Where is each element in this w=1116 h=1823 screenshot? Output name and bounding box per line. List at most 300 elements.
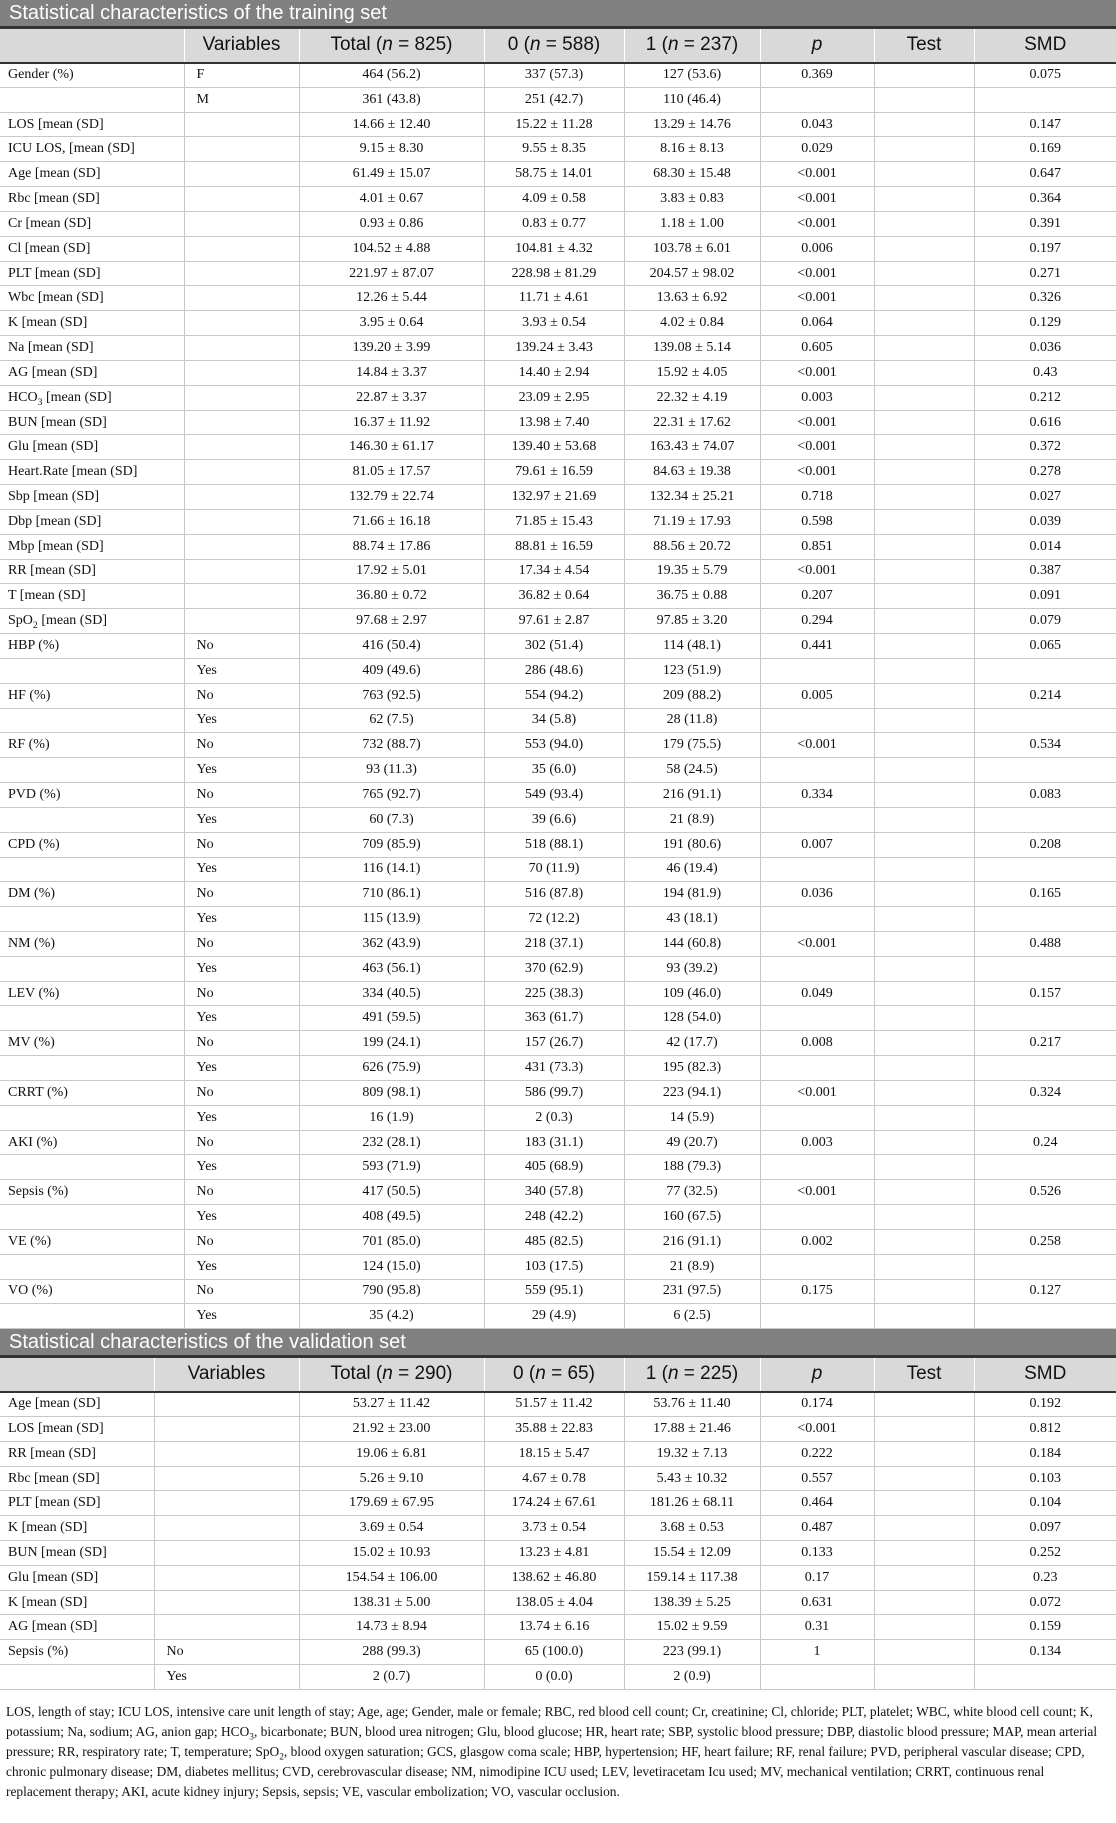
table-cell: 0.252 xyxy=(974,1541,1116,1566)
table-cell: 104.81 ± 4.32 xyxy=(484,236,624,261)
abbreviations-footnote: LOS, length of stay; ICU LOS, intensive care unit length of stay; Age, age; Gender, male or female; RBC, red blood cell count; Cr, creatinine; Cl, chloride; PLT, platelet; WBC, white blood cell count; K, potassium; Na, sodium; AG, anion gap; $HCO_3$, bicarbonate; BUN, blood urea nitrogen; Glu, blood glucose; HR, heart rate; SBP, systolic blood pressure; DBP, diastolic blood pressure; MAP, mean arterial pressure; RR, respiratory rate; T, temperature; SpO$_2$, blood oxygen saturation; GCS, glasgow coma scale; HBP, hypertension; HF, heart failure; RF, renal failure; PVD, peripheral vascular disease; CPD, chronic pulmonary disease; DM, diabetes mellitus; CVD, cerebrovascular disease; NM, nimodipine ICU used; LEV, levetiracetam Icu used; MV, mechanical ventilation; CRRT, continuous renal replacement therapy; AKI, acute kidney injury; Sepsis, sepsis; VE, vascular embolization; VO, vascular occlusion. xyxy=(6,1703,1098,1799)
table-cell: 0.192 xyxy=(974,1392,1116,1417)
table-cell: 154.54 ± 106.00 xyxy=(299,1565,484,1590)
table-row xyxy=(0,1105,1116,1130)
table-cell: PLT [mean (SD] xyxy=(0,261,184,286)
table-row xyxy=(0,1229,1116,1254)
table-row xyxy=(0,1031,1116,1056)
table-cell: 58 (24.5) xyxy=(624,758,760,783)
table-cell xyxy=(760,907,874,932)
table-header-row xyxy=(0,1357,1116,1392)
table-cell: Yes xyxy=(184,807,299,832)
table-cell: Yes xyxy=(184,1155,299,1180)
table-cell: 0.104 xyxy=(974,1491,1116,1516)
table-cell: 81.05 ± 17.57 xyxy=(299,460,484,485)
validation-set-title: Statistical characteristics of the validation set xyxy=(0,1329,1116,1355)
table-cell xyxy=(874,807,974,832)
table-cell: $HCO_3$ [mean (SD] xyxy=(0,385,184,410)
table-cell xyxy=(760,658,874,683)
table-cell: 2 (0.9) xyxy=(624,1665,760,1690)
table-cell: Glu [mean (SD] xyxy=(0,435,184,460)
table-cell: 409 (49.6) xyxy=(299,658,484,683)
table-cell xyxy=(874,410,974,435)
table-cell: 0.598 xyxy=(760,509,874,534)
table-cell xyxy=(874,1056,974,1081)
table-cell: ICU LOS, [mean (SD] xyxy=(0,137,184,162)
table-cell: <0.001 xyxy=(760,559,874,584)
column-header: 1 (n = 237) xyxy=(624,28,760,63)
table-cell xyxy=(874,584,974,609)
table-cell xyxy=(874,435,974,460)
table-cell: <0.001 xyxy=(760,410,874,435)
table-cell: K [mean (SD] xyxy=(0,1516,154,1541)
table-cell xyxy=(874,832,974,857)
table-cell: 97.68 ± 2.97 xyxy=(299,609,484,634)
table-cell: 58.75 ± 14.01 xyxy=(484,162,624,187)
table-cell: 22.31 ± 17.62 xyxy=(624,410,760,435)
table-cell xyxy=(760,1006,874,1031)
table-cell: 29 (4.9) xyxy=(484,1304,624,1329)
table-cell: 70 (11.9) xyxy=(484,857,624,882)
table-cell xyxy=(760,1665,874,1690)
table-row xyxy=(0,286,1116,311)
table-cell: 191 (80.6) xyxy=(624,832,760,857)
column-header: 1 (n = 225) xyxy=(624,1357,760,1392)
table-cell: 2 (0.7) xyxy=(299,1665,484,1690)
table-cell: Gender (%) xyxy=(0,63,184,88)
table-cell xyxy=(874,509,974,534)
table-cell xyxy=(874,311,974,336)
table-cell xyxy=(0,1304,184,1329)
table-cell: Glu [mean (SD] xyxy=(0,1565,154,1590)
table-cell: 0.23 xyxy=(974,1565,1116,1590)
table-cell: No xyxy=(184,981,299,1006)
table-cell: 60 (7.3) xyxy=(299,807,484,832)
table-cell xyxy=(0,1254,184,1279)
table-cell: 0.006 xyxy=(760,236,874,261)
table-cell xyxy=(0,1205,184,1230)
table-row xyxy=(0,609,1116,634)
table-cell: 13.63 ± 6.92 xyxy=(624,286,760,311)
table-cell: 216 (91.1) xyxy=(624,783,760,808)
table-cell: 35 (4.2) xyxy=(299,1304,484,1329)
table-cell: 19.32 ± 7.13 xyxy=(624,1441,760,1466)
table-cell xyxy=(874,733,974,758)
table-cell: 22.32 ± 4.19 xyxy=(624,385,760,410)
table-cell: 8.16 ± 8.13 xyxy=(624,137,760,162)
table-cell xyxy=(184,360,299,385)
table-cell: Age [mean (SD] xyxy=(0,162,184,187)
table-cell: Sepsis (%) xyxy=(0,1640,154,1665)
table-cell: 138.62 ± 46.80 xyxy=(484,1565,624,1590)
table-cell: 337 (57.3) xyxy=(484,63,624,88)
table-cell: 72 (12.2) xyxy=(484,907,624,932)
table-cell: 0.441 xyxy=(760,634,874,659)
table-cell xyxy=(184,534,299,559)
table-cell: 0.036 xyxy=(760,882,874,907)
table-cell xyxy=(974,708,1116,733)
table-row xyxy=(0,261,1116,286)
column-header: Variables xyxy=(184,28,299,63)
table-cell: 0.534 xyxy=(974,733,1116,758)
column-header: Test xyxy=(874,28,974,63)
table-cell: 16.37 ± 11.92 xyxy=(299,410,484,435)
table-cell: 0.003 xyxy=(760,385,874,410)
table-cell: 6 (2.5) xyxy=(624,1304,760,1329)
table-cell: <0.001 xyxy=(760,733,874,758)
table-cell: 17.88 ± 21.46 xyxy=(624,1417,760,1442)
table-cell xyxy=(0,758,184,783)
table-cell: 0.557 xyxy=(760,1466,874,1491)
table-cell: No xyxy=(184,683,299,708)
table-cell xyxy=(760,1304,874,1329)
table-cell: 626 (75.9) xyxy=(299,1056,484,1081)
table-cell: 0.097 xyxy=(974,1516,1116,1541)
table-cell: 0.169 xyxy=(974,137,1116,162)
table-cell: Yes xyxy=(184,857,299,882)
table-row xyxy=(0,1615,1116,1640)
table-cell: 549 (93.4) xyxy=(484,783,624,808)
table-cell: 0.184 xyxy=(974,1441,1116,1466)
table-row xyxy=(0,162,1116,187)
table-cell: 0.014 xyxy=(974,534,1116,559)
table-cell: 188 (79.3) xyxy=(624,1155,760,1180)
table-cell: PLT [mean (SD] xyxy=(0,1491,154,1516)
table-cell: 0.212 xyxy=(974,385,1116,410)
table-cell: 79.61 ± 16.59 xyxy=(484,460,624,485)
table-cell xyxy=(874,236,974,261)
table-cell xyxy=(874,634,974,659)
table-cell xyxy=(974,956,1116,981)
table-cell: 485 (82.5) xyxy=(484,1229,624,1254)
table-row xyxy=(0,360,1116,385)
column-header: SMD xyxy=(974,1357,1116,1392)
table-cell: 181.26 ± 68.11 xyxy=(624,1491,760,1516)
table-cell: 11.71 ± 4.61 xyxy=(484,286,624,311)
table-cell: No xyxy=(154,1640,299,1665)
table-cell: 35.88 ± 22.83 xyxy=(484,1417,624,1442)
table-cell xyxy=(0,956,184,981)
table-cell: 51.57 ± 11.42 xyxy=(484,1392,624,1417)
table-cell xyxy=(874,1105,974,1130)
table-cell xyxy=(974,1304,1116,1329)
table-row xyxy=(0,1056,1116,1081)
table-cell: 0.326 xyxy=(974,286,1116,311)
table-cell xyxy=(874,1491,974,1516)
table-row xyxy=(0,907,1116,932)
table-cell: VE (%) xyxy=(0,1229,184,1254)
table-cell: 36.75 ± 0.88 xyxy=(624,584,760,609)
table-cell xyxy=(184,286,299,311)
table-cell: No xyxy=(184,832,299,857)
table-cell: 14.66 ± 12.40 xyxy=(299,112,484,137)
table-cell xyxy=(874,882,974,907)
table-cell: Dbp [mean (SD] xyxy=(0,509,184,534)
table-cell: Cl [mean (SD] xyxy=(0,236,184,261)
table-row xyxy=(0,1130,1116,1155)
table-cell: 0.174 xyxy=(760,1392,874,1417)
table-cell: 216 (91.1) xyxy=(624,1229,760,1254)
table-cell: LOS [mean (SD] xyxy=(0,112,184,137)
table-row xyxy=(0,981,1116,1006)
table-cell: 491 (59.5) xyxy=(299,1006,484,1031)
table-cell xyxy=(184,261,299,286)
table-cell: 139.40 ± 53.68 xyxy=(484,435,624,460)
column-header: p xyxy=(760,28,874,63)
table-cell xyxy=(0,658,184,683)
table-row xyxy=(0,758,1116,783)
table-cell: 12.26 ± 5.44 xyxy=(299,286,484,311)
table-cell xyxy=(874,708,974,733)
table-cell: 163.43 ± 74.07 xyxy=(624,435,760,460)
table-cell xyxy=(874,112,974,137)
table-cell: 53.76 ± 11.40 xyxy=(624,1392,760,1417)
table-cell xyxy=(184,162,299,187)
table-cell: 204.57 ± 98.02 xyxy=(624,261,760,286)
table-cell xyxy=(184,559,299,584)
table-cell: 132.34 ± 25.21 xyxy=(624,485,760,510)
table-cell xyxy=(0,907,184,932)
table-cell: 0.372 xyxy=(974,435,1116,460)
table-cell xyxy=(154,1491,299,1516)
table-cell: 4.02 ± 0.84 xyxy=(624,311,760,336)
table-cell: No xyxy=(184,1080,299,1105)
training-set-title: Statistical characteristics of the training set xyxy=(0,0,1116,26)
table-row xyxy=(0,857,1116,882)
table-cell: BUN [mean (SD] xyxy=(0,410,184,435)
table-cell: 218 (37.1) xyxy=(484,931,624,956)
table-cell: 9.55 ± 8.35 xyxy=(484,137,624,162)
table-cell: 15.92 ± 4.05 xyxy=(624,360,760,385)
table-cell: 124 (15.0) xyxy=(299,1254,484,1279)
table-cell: 0.208 xyxy=(974,832,1116,857)
table-cell xyxy=(154,1417,299,1442)
table-cell xyxy=(974,1254,1116,1279)
table-cell: 0.157 xyxy=(974,981,1116,1006)
table-cell: AG [mean (SD] xyxy=(0,1615,154,1640)
table-cell: 0.364 xyxy=(974,187,1116,212)
table-cell: 0.391 xyxy=(974,211,1116,236)
table-cell xyxy=(874,1640,974,1665)
table-cell: No xyxy=(184,733,299,758)
table-cell: HBP (%) xyxy=(0,634,184,659)
table-cell: 139.08 ± 5.14 xyxy=(624,336,760,361)
table-cell: 13.29 ± 14.76 xyxy=(624,112,760,137)
table-row xyxy=(0,1180,1116,1205)
table-row xyxy=(0,385,1116,410)
table-cell: 0.075 xyxy=(974,63,1116,88)
column-header xyxy=(0,1357,154,1392)
table-cell xyxy=(760,708,874,733)
table-row xyxy=(0,1441,1116,1466)
table-cell: 370 (62.9) xyxy=(484,956,624,981)
table-cell: Cr [mean (SD] xyxy=(0,211,184,236)
table-row xyxy=(0,137,1116,162)
table-cell xyxy=(0,1105,184,1130)
table-cell: Yes xyxy=(184,1304,299,1329)
table-cell: 21.92 ± 23.00 xyxy=(299,1417,484,1442)
table-cell: 286 (48.6) xyxy=(484,658,624,683)
table-cell xyxy=(974,87,1116,112)
table-cell: 223 (99.1) xyxy=(624,1640,760,1665)
table-cell: 0.214 xyxy=(974,683,1116,708)
column-header: SMD xyxy=(974,28,1116,63)
table-row xyxy=(0,1491,1116,1516)
table-cell: 14 (5.9) xyxy=(624,1105,760,1130)
table-row xyxy=(0,460,1116,485)
table-cell: 4.09 ± 0.58 xyxy=(484,187,624,212)
table-cell: M xyxy=(184,87,299,112)
table-cell: 68.30 ± 15.48 xyxy=(624,162,760,187)
table-cell: 71.19 ± 17.93 xyxy=(624,509,760,534)
table-cell xyxy=(874,1205,974,1230)
table-cell: Yes xyxy=(184,907,299,932)
table-cell: 0.294 xyxy=(760,609,874,634)
table-cell: SpO$_2$ [mean (SD] xyxy=(0,609,184,634)
table-cell xyxy=(184,410,299,435)
table-cell: 22.87 ± 3.37 xyxy=(299,385,484,410)
table-cell: 2 (0.3) xyxy=(484,1105,624,1130)
table-cell: 0.134 xyxy=(974,1640,1116,1665)
table-cell: 138.05 ± 4.04 xyxy=(484,1590,624,1615)
table-cell: <0.001 xyxy=(760,261,874,286)
table-cell: 0.027 xyxy=(974,485,1116,510)
table-cell: Wbc [mean (SD] xyxy=(0,286,184,311)
table-cell: 4.67 ± 0.78 xyxy=(484,1466,624,1491)
table-cell: 228.98 ± 81.29 xyxy=(484,261,624,286)
column-header: 0 (n = 588) xyxy=(484,28,624,63)
table-cell: 559 (95.1) xyxy=(484,1279,624,1304)
table-cell: 3.93 ± 0.54 xyxy=(484,311,624,336)
table-cell xyxy=(874,1180,974,1205)
table-cell: 0.217 xyxy=(974,1031,1116,1056)
table-cell: 139.20 ± 3.99 xyxy=(299,336,484,361)
column-header: 0 (n = 65) xyxy=(484,1357,624,1392)
table-row xyxy=(0,733,1116,758)
table-cell: AKI (%) xyxy=(0,1130,184,1155)
table-cell: 14.73 ± 8.94 xyxy=(299,1615,484,1640)
table-cell: Yes xyxy=(184,1205,299,1230)
table-cell: Sbp [mean (SD] xyxy=(0,485,184,510)
table-row xyxy=(0,1417,1116,1442)
table-cell xyxy=(184,112,299,137)
table-row xyxy=(0,1590,1116,1615)
table-cell: Heart.Rate [mean (SD] xyxy=(0,460,184,485)
table-cell xyxy=(760,1155,874,1180)
table-cell: 103 (17.5) xyxy=(484,1254,624,1279)
table-cell: <0.001 xyxy=(760,360,874,385)
table-cell: 0.616 xyxy=(974,410,1116,435)
table-cell xyxy=(154,1392,299,1417)
table-cell: No xyxy=(184,1279,299,1304)
table-cell: 288 (99.3) xyxy=(299,1640,484,1665)
table-cell: 14.84 ± 3.37 xyxy=(299,360,484,385)
table-cell: 710 (86.1) xyxy=(299,882,484,907)
table-cell xyxy=(874,485,974,510)
table-cell xyxy=(0,857,184,882)
table-row xyxy=(0,410,1116,435)
table-cell: 3.95 ± 0.64 xyxy=(299,311,484,336)
table-cell: 15.54 ± 12.09 xyxy=(624,1541,760,1566)
validation-set-table xyxy=(0,1355,1116,1690)
table-row xyxy=(0,112,1116,137)
table-cell: 0 (0.0) xyxy=(484,1665,624,1690)
table-cell: 0.008 xyxy=(760,1031,874,1056)
table-cell: 0.271 xyxy=(974,261,1116,286)
table-cell: <0.001 xyxy=(760,1180,874,1205)
table-row xyxy=(0,311,1116,336)
table-cell xyxy=(760,1105,874,1130)
table-cell: 0.003 xyxy=(760,1130,874,1155)
table-cell: 1 xyxy=(760,1640,874,1665)
table-cell: 127 (53.6) xyxy=(624,63,760,88)
column-header: Variables xyxy=(154,1357,299,1392)
table-cell: 0.24 xyxy=(974,1130,1116,1155)
table-cell: 0.631 xyxy=(760,1590,874,1615)
table-cell xyxy=(874,559,974,584)
table-cell: 0.258 xyxy=(974,1229,1116,1254)
table-cell: 0.278 xyxy=(974,460,1116,485)
table-cell: 0.005 xyxy=(760,683,874,708)
table-cell: 0.526 xyxy=(974,1180,1116,1205)
table-cell: 593 (71.9) xyxy=(299,1155,484,1180)
table-cell: 363 (61.7) xyxy=(484,1006,624,1031)
column-header: Total (n = 290) xyxy=(299,1357,484,1392)
table-cell: 115 (13.9) xyxy=(299,907,484,932)
table-cell: 13.98 ± 7.40 xyxy=(484,410,624,435)
table-cell: 199 (24.1) xyxy=(299,1031,484,1056)
table-cell: LEV (%) xyxy=(0,981,184,1006)
table-cell: 0.17 xyxy=(760,1565,874,1590)
table-cell: 0.93 ± 0.86 xyxy=(299,211,484,236)
table-cell: <0.001 xyxy=(760,1417,874,1442)
table-cell xyxy=(874,783,974,808)
table-row xyxy=(0,1080,1116,1105)
table-cell xyxy=(184,385,299,410)
table-cell xyxy=(874,1615,974,1640)
table-cell: 34 (5.8) xyxy=(484,708,624,733)
table-cell: RR [mean (SD] xyxy=(0,559,184,584)
table-row xyxy=(0,1006,1116,1031)
table-cell: 114 (48.1) xyxy=(624,634,760,659)
table-cell: 65 (100.0) xyxy=(484,1640,624,1665)
table-cell xyxy=(974,1105,1116,1130)
table-cell: 0.387 xyxy=(974,559,1116,584)
table-cell xyxy=(0,1006,184,1031)
table-cell: Na [mean (SD] xyxy=(0,336,184,361)
table-cell xyxy=(154,1516,299,1541)
table-cell: 21 (8.9) xyxy=(624,1254,760,1279)
table-cell xyxy=(0,87,184,112)
table-cell xyxy=(154,1590,299,1615)
table-cell xyxy=(974,857,1116,882)
table-cell: 553 (94.0) xyxy=(484,733,624,758)
table-cell xyxy=(874,360,974,385)
table-cell: 0.369 xyxy=(760,63,874,88)
table-cell: 88.81 ± 16.59 xyxy=(484,534,624,559)
table-cell: 97.85 ± 3.20 xyxy=(624,609,760,634)
table-cell: <0.001 xyxy=(760,460,874,485)
table-cell: 195 (82.3) xyxy=(624,1056,760,1081)
table-cell: 340 (57.8) xyxy=(484,1180,624,1205)
table-cell: Age [mean (SD] xyxy=(0,1392,154,1417)
table-cell xyxy=(874,1392,974,1417)
table-cell: 0.039 xyxy=(974,509,1116,534)
table-cell xyxy=(154,1565,299,1590)
column-header xyxy=(0,28,184,63)
table-cell: 97.61 ± 2.87 xyxy=(484,609,624,634)
table-cell xyxy=(874,63,974,88)
